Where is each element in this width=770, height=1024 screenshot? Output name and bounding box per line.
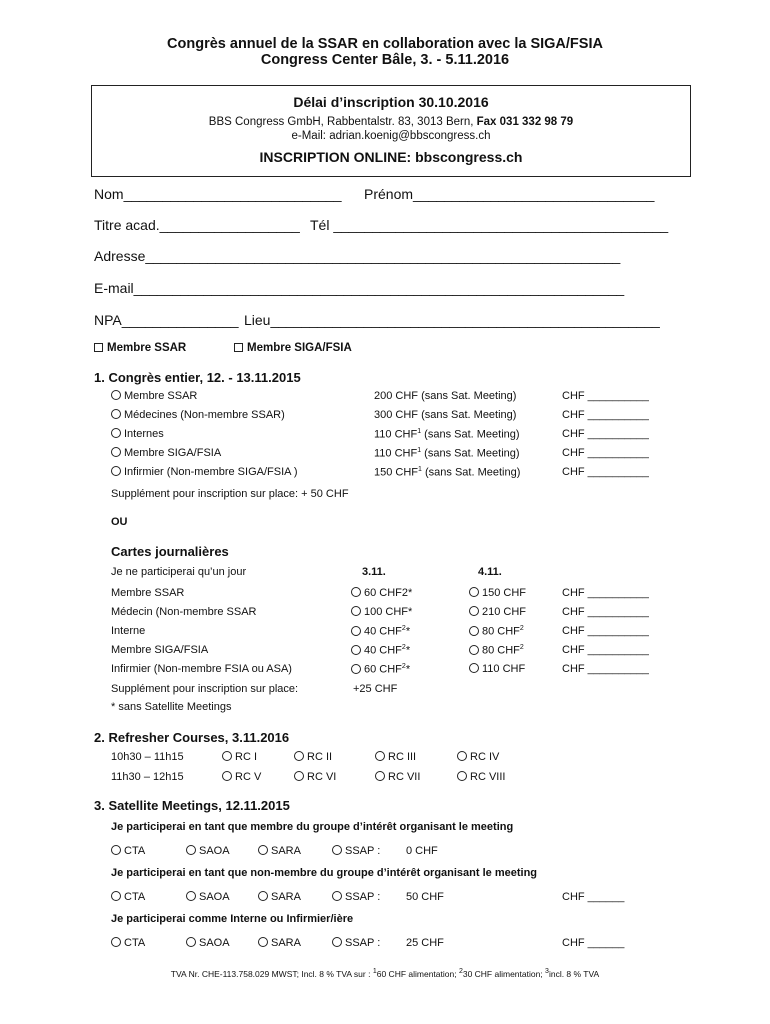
- satellite-option[interactable]: [332, 845, 380, 857]
- day-card-name: Infirmier (Non-membre FSIA ou ASA): [111, 663, 292, 675]
- amount-field[interactable]: [562, 663, 649, 675]
- day-cards-title: Cartes journalières: [111, 544, 229, 559]
- day-cards-supplement: Supplément pour inscription sur place:: [111, 683, 299, 695]
- amount-blank: CHF ______: [562, 937, 625, 949]
- footer-vat-note: [0, 968, 770, 979]
- refresher-label: RC V: [235, 771, 262, 783]
- footer-sup: 1: [372, 968, 377, 975]
- tel-label: Tél: [310, 217, 330, 233]
- registration-info-box: [91, 85, 691, 177]
- amount-blank: CHF __________: [562, 663, 649, 675]
- membre-ssar-checkbox[interactable]: [94, 342, 186, 354]
- price-text: 0 CHF: [406, 845, 438, 857]
- amount-field[interactable]: [562, 937, 624, 949]
- radio-icon: [351, 606, 361, 616]
- radio-icon: [469, 587, 479, 597]
- radio-icon: [111, 466, 121, 476]
- email-label: E-mail: [94, 280, 134, 296]
- adresse-field[interactable]: Adresse_____________________________________________________________: [94, 248, 621, 264]
- option-price: [374, 390, 516, 402]
- satellite-label: CTA: [124, 937, 146, 949]
- satellite-group-heading: [111, 867, 537, 879]
- option-label: Médecines (Non-membre SSAR): [124, 409, 285, 421]
- refresher-option[interactable]: [294, 751, 332, 763]
- amount-blank: CHF __________: [562, 428, 649, 440]
- refresher-option[interactable]: [294, 771, 336, 783]
- satellite-label: SAOA: [199, 937, 230, 949]
- satellite-label: SSAP :: [345, 937, 381, 949]
- congress-option[interactable]: [111, 466, 298, 478]
- satellite-option[interactable]: [258, 845, 301, 857]
- radio-icon: [186, 845, 196, 855]
- page-subtitle: Congress Center Bâle, 3. - 5.11.2016: [260, 52, 510, 68]
- refresher-time: [111, 751, 184, 763]
- price-footnote: 1: [417, 447, 422, 454]
- membre-siga-checkbox[interactable]: [234, 342, 352, 354]
- radio-icon: [258, 845, 268, 855]
- refresher-label: RC II: [307, 751, 333, 763]
- satellite-label: SAOA: [199, 845, 230, 857]
- radio-icon: [351, 626, 361, 636]
- day-card-name: Membre SIGA/FSIA: [111, 644, 209, 656]
- satellite-price: [406, 845, 438, 857]
- radio-icon: [332, 937, 342, 947]
- price-note: (sans Sat. Meeting): [421, 447, 520, 460]
- day2-option[interactable]: [469, 663, 525, 675]
- radio-icon: [457, 771, 467, 781]
- radio-icon: [222, 751, 232, 761]
- amount-blank: CHF ______: [562, 891, 625, 903]
- day1-option[interactable]: [351, 587, 412, 599]
- day-cards-note: * sans Satellite Meetings: [111, 701, 232, 713]
- titre-label: Titre acad.: [94, 217, 160, 233]
- day-cards-intro: Je ne participerai qu’un jour: [111, 566, 247, 578]
- heading-text: Je participerai comme Interne ou Infirmier/ière: [111, 913, 354, 925]
- price-footnote: 2: [401, 663, 406, 670]
- day2-price: 150 CHF: [482, 587, 527, 599]
- option-label: Internes: [124, 428, 164, 440]
- satellite-option[interactable]: [186, 937, 230, 949]
- satellite-label: SAOA: [199, 891, 230, 903]
- option-label: Membre SIGA/FSIA: [124, 447, 222, 459]
- option-label: Infirmier (Non-membre SIGA/FSIA ): [124, 466, 298, 478]
- price-text: 300 CHF (sans Sat. Meeting): [374, 409, 517, 421]
- day-cards-supplement-value: +25 CHF: [353, 683, 398, 695]
- amount-field[interactable]: [562, 625, 649, 637]
- price-text: 110 CHF: [374, 428, 418, 441]
- refresher-label: RC III: [388, 751, 417, 763]
- footer-part: 30 CHF alimentation;: [462, 968, 546, 979]
- day1-price: 40 CHF: [364, 644, 402, 657]
- amount-blank: CHF __________: [562, 606, 649, 618]
- radio-icon: [186, 937, 196, 947]
- refresher-label: RC I: [235, 751, 257, 763]
- price-asterisk: *: [405, 644, 411, 657]
- amount-blank: CHF __________: [562, 390, 649, 402]
- satellite-option[interactable]: [186, 891, 230, 903]
- option-price: [374, 428, 520, 441]
- radio-icon: [111, 447, 121, 457]
- radio-icon: [111, 891, 121, 901]
- footer-sup: 3: [545, 968, 549, 975]
- option-price: [374, 447, 520, 460]
- tel-field[interactable]: Tél ___________________________________________: [310, 217, 669, 233]
- day2-price: 80 CHF: [482, 644, 520, 657]
- day1-option[interactable]: [351, 606, 412, 618]
- price-note: (sans Sat. Meeting): [421, 466, 521, 479]
- price-footnote: 2: [519, 644, 524, 651]
- radio-icon: [469, 626, 479, 636]
- congress-option[interactable]: [111, 447, 221, 459]
- amount-field[interactable]: [562, 606, 649, 618]
- amount-blank: CHF __________: [562, 409, 649, 421]
- nom-field[interactable]: Nom____________________________: [94, 186, 342, 202]
- day1-option[interactable]: [351, 663, 410, 676]
- amount-field[interactable]: [562, 409, 649, 421]
- titre-field[interactable]: Titre acad.__________________: [94, 217, 300, 233]
- membre-siga-label: Membre SIGA/FSIA: [247, 342, 352, 354]
- email-contact: e-Mail: adrian.koenig@bbscongress.ch: [291, 130, 491, 142]
- amount-field[interactable]: [562, 644, 649, 656]
- satellite-option[interactable]: [332, 937, 380, 949]
- checkbox-icon: [234, 343, 243, 352]
- amount-field[interactable]: [562, 587, 649, 599]
- prenom-label: Prénom: [364, 186, 414, 202]
- price-text: 110 CHF: [374, 447, 418, 460]
- heading-text: Je participerai en tant que non-membre du groupe d’intérêt organisant le meeting: [111, 867, 538, 879]
- npa-label: NPA: [94, 312, 122, 328]
- satellite-group-heading: [111, 913, 353, 925]
- price-note: (sans Sat. Meeting): [421, 428, 520, 441]
- day1-price: 60 CHF: [364, 663, 402, 676]
- address-line: [92, 116, 690, 128]
- congress-option[interactable]: [111, 428, 164, 440]
- day1-option[interactable]: [351, 625, 410, 638]
- radio-icon: [294, 751, 304, 761]
- amount-blank: CHF __________: [562, 644, 649, 656]
- day2-option[interactable]: [469, 587, 526, 599]
- time-text: 10h30 – 11h15: [111, 751, 184, 763]
- satellite-option[interactable]: [111, 891, 145, 903]
- day-card-name: Médecin (Non-membre SSAR: [111, 606, 257, 618]
- section3-title: 3. Satellite Meetings, 12.11.2015: [94, 798, 290, 813]
- satellite-group-heading: [111, 821, 513, 833]
- day1-option[interactable]: [351, 644, 410, 657]
- membre-ssar-label: Membre SSAR: [107, 342, 187, 354]
- radio-icon: [351, 645, 361, 655]
- day-card-label: [111, 587, 184, 599]
- satellite-option[interactable]: [258, 891, 301, 903]
- fax: Fax 031 332 98 79: [476, 116, 574, 128]
- page-title: Congrès annuel de la SSAR en collaboration avec la SIGA/FSIA: [167, 36, 603, 52]
- online-registration: INSCRIPTION ONLINE: bbscongress.ch: [259, 149, 523, 165]
- satellite-label: SARA: [271, 891, 301, 903]
- amount-field[interactable]: [562, 390, 649, 402]
- day1-price: 100 CHF*: [364, 606, 413, 618]
- price-footnote: 2: [401, 625, 406, 632]
- amount-field[interactable]: [562, 891, 624, 903]
- option-price: [374, 466, 520, 479]
- option-label: Membre SSAR: [124, 390, 198, 402]
- radio-icon: [258, 891, 268, 901]
- amount-field[interactable]: [562, 466, 649, 478]
- amount-blank: CHF __________: [562, 625, 649, 637]
- price-asterisk: *: [405, 625, 411, 638]
- prenom-field[interactable]: Prénom_______________________________: [364, 186, 655, 202]
- day2-price: 210 CHF: [482, 606, 527, 618]
- price-footnote: 1: [418, 466, 422, 473]
- checkbox-icon: [94, 343, 103, 352]
- radio-icon: [111, 937, 121, 947]
- day2-option[interactable]: [469, 625, 524, 638]
- radio-icon: [375, 771, 385, 781]
- footer-part: 60 CHF alimentation;: [376, 968, 459, 979]
- satellite-label: SSAP :: [345, 845, 381, 857]
- deadline: Délai d’inscription 30.10.2016: [293, 94, 489, 110]
- amount-blank: CHF __________: [562, 587, 649, 599]
- radio-icon: [351, 587, 361, 597]
- refresher-option[interactable]: [375, 751, 416, 763]
- refresher-label: RC VI: [307, 771, 337, 783]
- price-text: 50 CHF: [406, 891, 444, 903]
- day1-price: 60 CHF2*: [364, 587, 413, 599]
- section2-title: 2. Refresher Courses, 3.11.2016: [94, 730, 290, 745]
- price-asterisk: *: [405, 663, 411, 676]
- footer-sup: 2: [458, 968, 463, 975]
- day-card-label: [111, 644, 208, 656]
- price-footnote: 1: [417, 428, 422, 435]
- option-price: [374, 409, 516, 421]
- refresher-option[interactable]: [222, 771, 261, 783]
- day-col-3-11: 3.11.: [362, 566, 386, 578]
- radio-icon: [111, 428, 121, 438]
- day-card-label: [111, 606, 257, 618]
- day-card-name: Membre SSAR: [111, 587, 185, 599]
- amount-field[interactable]: [562, 428, 649, 440]
- price-text: 200 CHF (sans Sat. Meeting): [374, 390, 517, 402]
- heading-text: Je participerai en tant que membre du groupe d’intérêt organisant le meeting: [111, 821, 514, 833]
- refresher-label: RC VIII: [470, 771, 506, 783]
- footer-part: TVA Nr. CHE-113.758.029 MWST; Incl. 8 % TVA sur :: [170, 968, 373, 979]
- day-card-name: Interne: [111, 625, 146, 637]
- radio-icon: [111, 845, 121, 855]
- radio-icon: [469, 606, 479, 616]
- satellite-label: CTA: [124, 845, 146, 857]
- price-footnote: 2: [519, 625, 524, 632]
- satellite-price: [406, 891, 444, 903]
- day1-price: 40 CHF: [364, 625, 402, 638]
- adresse-label: Adresse: [94, 248, 146, 264]
- day-col-4-11: 4.11.: [478, 566, 502, 578]
- ou-label: OU: [111, 516, 128, 528]
- satellite-label: SARA: [271, 845, 301, 857]
- day-card-label: [111, 663, 292, 675]
- satellite-price: [406, 937, 444, 949]
- refresher-option[interactable]: [375, 771, 420, 783]
- radio-icon: [258, 937, 268, 947]
- refresher-label: RC IV: [470, 751, 500, 763]
- price-text: 25 CHF: [406, 937, 444, 949]
- satellite-option[interactable]: [111, 845, 145, 857]
- refresher-option[interactable]: [222, 751, 257, 763]
- radio-icon: [294, 771, 304, 781]
- price-footnote: 2: [401, 644, 406, 651]
- day2-option[interactable]: [469, 644, 524, 657]
- satellite-label: SSAP :: [345, 891, 381, 903]
- congress-option[interactable]: [111, 409, 285, 421]
- radio-icon: [457, 751, 467, 761]
- radio-icon: [469, 663, 479, 673]
- amount-blank: CHF __________: [562, 447, 649, 459]
- radio-icon: [375, 751, 385, 761]
- congress-option[interactable]: [111, 390, 197, 402]
- day2-price: 110 CHF: [482, 663, 526, 675]
- email-field[interactable]: E-mail_______________________________________________________________: [94, 280, 625, 296]
- satellite-label: SARA: [271, 937, 301, 949]
- radio-icon: [332, 891, 342, 901]
- satellite-option[interactable]: [111, 937, 145, 949]
- refresher-option[interactable]: [457, 771, 505, 783]
- refresher-option[interactable]: [457, 751, 499, 763]
- radio-icon: [332, 845, 342, 855]
- section1-title: 1. Congrès entier, 12. - 13.11.2015: [94, 370, 301, 385]
- day2-price: 80 CHF: [482, 625, 520, 638]
- radio-icon: [186, 891, 196, 901]
- satellite-label: CTA: [124, 891, 146, 903]
- satellite-option[interactable]: [332, 891, 380, 903]
- lieu-label: Lieu: [244, 312, 271, 328]
- npa-field[interactable]: NPA_______________: [94, 312, 239, 328]
- radio-icon: [111, 409, 121, 419]
- radio-icon: [111, 390, 121, 400]
- satellite-option[interactable]: [258, 937, 301, 949]
- price-text: 150 CHF: [374, 466, 419, 479]
- footer-part: incl. 8 % TVA: [548, 968, 600, 979]
- radio-icon: [469, 645, 479, 655]
- address: BBS Congress GmbH, Rabbentalstr. 83, 3013 Bern,: [208, 116, 474, 128]
- satellite-option[interactable]: [186, 845, 230, 857]
- day-card-label: [111, 625, 145, 637]
- lieu-field[interactable]: Lieu__________________________________________________: [244, 312, 660, 328]
- refresher-label: RC VII: [388, 771, 421, 783]
- refresher-time: [111, 771, 184, 783]
- time-text: 11h30 – 12h15: [111, 771, 184, 783]
- amount-field[interactable]: [562, 447, 649, 459]
- amount-blank: CHF __________: [562, 466, 649, 478]
- day2-option[interactable]: [469, 606, 526, 618]
- radio-icon: [351, 664, 361, 674]
- nom-label: Nom: [94, 186, 124, 202]
- section1-supplement: Supplément pour inscription sur place: + 50 CHF: [111, 488, 349, 500]
- radio-icon: [222, 771, 232, 781]
